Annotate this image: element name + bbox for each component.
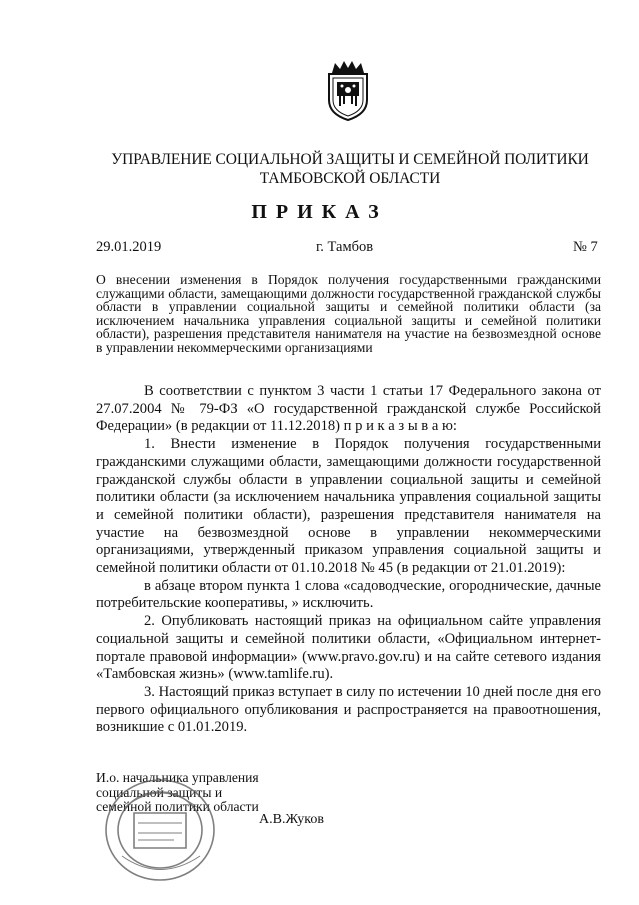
item-1-subparagraph: в абзаце втором пункта 1 слова «садоводческие, огороднические, дачные потребительские кооперативы, » исключить. — [96, 577, 601, 612]
coat-of-arms-emblem — [323, 60, 373, 122]
agency-name-line1: УПРАВЛЕНИЕ СОЦИАЛЬНОЙ ЗАЩИТЫ И СЕМЕЙНОЙ ПОЛИТИКИ — [111, 151, 589, 168]
order-date: 29.01.2019 — [96, 239, 162, 255]
agency-name — [80, 150, 620, 188]
preamble-paragraph: В соответствии с пунктом 3 части 1 статьи 17 Федерального закона от 27.07.2004 № 79-ФЗ «О государственной гражданской службе Российской Федерации» (в редакции от 11.12.2018) п р и к а з ы в а ю: — [96, 383, 601, 435]
item-3-paragraph: 3. Настоящий приказ вступает в силу по истечении 10 дней после дня его первого официального опубликования и распространяется на правоотношения, возникшие с 01.01.2019. — [96, 683, 601, 736]
document-title: ПРИКАЗ — [251, 201, 388, 223]
signer-position-line1: И.о. начальника управления — [96, 770, 259, 785]
order-city: г. Тамбов — [316, 239, 374, 255]
official-stamp-seal — [94, 768, 224, 888]
signer-position-line3: семейной политики области — [96, 799, 259, 815]
order-body — [96, 383, 601, 737]
item-2-paragraph: 2. Опубликовать настоящий приказ на официальном сайте управления социальной защиты и семейной политики области, «Официальном интернет-портале правовой информации» (www.pravo.gov.ru) и на сайте сетевого издания «Тамбовская жизнь» (www.tamlife.ru). — [96, 613, 601, 683]
agency-name-line2: ТАМБОВСКОЙ ОБЛАСТИ — [259, 170, 441, 187]
order-subject: О внесении изменения в Порядок получения государственными гражданскими служащими области, замещающими должности государственной гражданской службы области в управлении социальной защиты и семейной политики области (за исключением начальника управления социальной защиты и семейной политики области), разрешения представителя нанимателя на участие на безвозмездной основе в управлении некоммерческими организациями — [96, 272, 601, 355]
signer-name: А.В.Жуков — [259, 812, 325, 827]
signer-position-line2: социальной защиты и — [96, 784, 223, 800]
order-number: № 7 — [573, 239, 598, 255]
item-1-paragraph: 1. Внести изменение в Порядок получения государственными гражданскими служащими области, замещающими должности государственной гражданской службы области в управлении социальной защиты и семейной политики области (за исключением начальника управления социальной защиты и семейной политики области), разрешения представителя нанимателя на участие на безвозмездной основе в управлении некоммерческими организациями, утвержденный приказом управления социальной защиты и семейной политики области от 01.10.2018 № 45 (в редакции от 21.01.2019): — [96, 436, 601, 577]
